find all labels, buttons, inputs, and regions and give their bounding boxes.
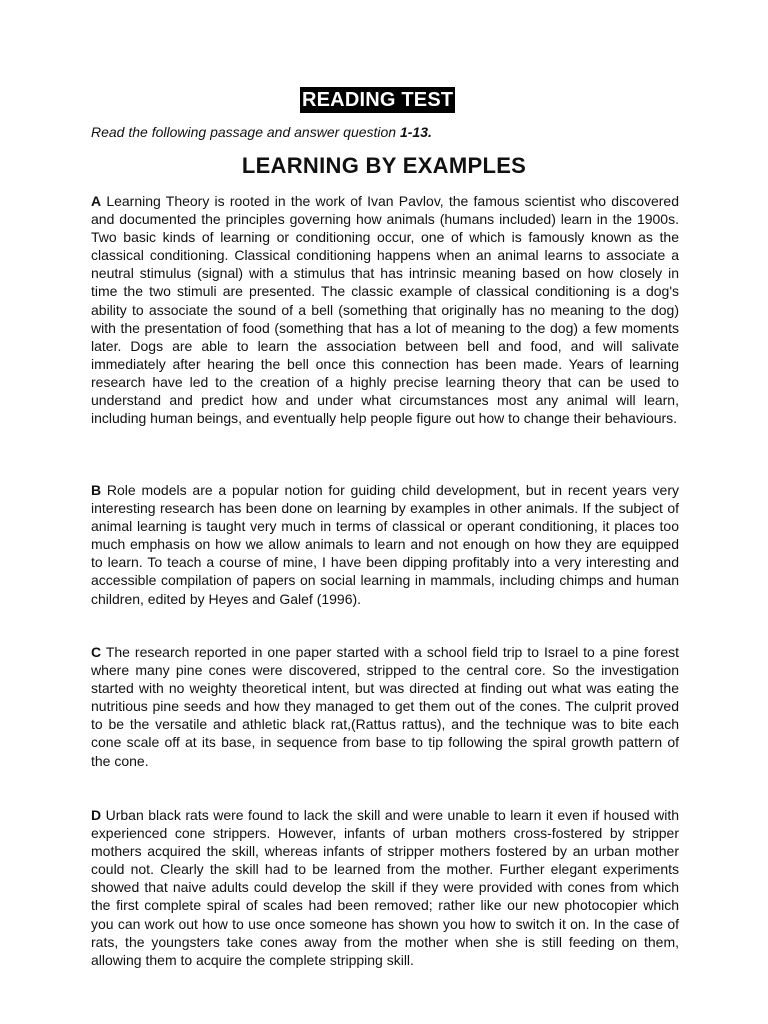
paragraph-text: Learning Theory is rooted in the work of Ivan Pavlov, the famous scientist who discovered and documented the principles governing how animals (humans included) learn in the 1900s. Two basic kinds of learning or conditioning occur, one of which is famously known as the classical conditioning. Classical conditioning happens when an animal learns to associate a neutral stimulus (signal) with a stimulus that has intrinsic meaning based on how closely in time the two stimuli are presented. The classic example of classical conditioning is a dog's ability to associate the sound of a bell (something that originally has no meaning to the dog) with the presentation of food (something that has a lot of meaning to the dog) a few moments later. Dogs are able to learn the association between bell and food, and will salivate immediately after hearing the bell once this connection has been made. Years of learning research have led to the creation of a highly precise learning theory that can be used to understand and predict how and under what circumstances most any animal will learn, including human beings, and eventually help people figure out how to change their behaviours. — [91, 193, 679, 427]
passage-title: LEARNING BY EXAMPLES — [241, 153, 527, 178]
paragraph-d — [91, 806, 679, 969]
question-range: 1-13. — [399, 124, 432, 140]
paragraph-letter: C — [91, 644, 102, 660]
paragraph-text: Urban black rats were found to lack the skill and were unable to learn it even if housed with experienced cone strippers. However, infants of urban mothers cross-fostered by stripper mothers acquired the skill, whereas infants of stripper mothers fostered by an urban mother could not. Clearly the skill had to be learned from the mother. Further elegant experiments showed that naive adults could develop the skill if they were provided with cones from which the first complete spiral of scales had been removed; rather like our new photocopier which you can work out how to use once someone has shown you how to switch it on. In the case of rats, the youngsters take cones away from the mother when she is still feeding on them, allowing them to acquire the complete stripping skill. — [91, 807, 679, 968]
paragraph-c — [91, 643, 679, 770]
paragraph-a — [91, 192, 679, 427]
instruction-text: Read the following passage and answer question — [91, 124, 400, 140]
reading-test-badge: READING TEST — [302, 89, 454, 111]
paragraph-text: The research reported in one paper started with a school field trip to Israel to a pine forest where many pine cones were discovered, stripped to the central core. So the investigation started with no weighty theoretical intent, but was directed at finding out what was eating the nutritious pine seeds and how they managed to get them out of the cones. The culprit proved to be the versatile and athletic black rat,(Rattus rattus), and the technique was to bite each cone scale off at its base, in sequence from base to tip following the spiral growth pattern of the cone. — [91, 644, 679, 769]
paragraph-letter: B — [91, 482, 102, 498]
paragraph-text: Role models are a popular notion for guiding child development, but in recent years very interesting research has been done on learning by examples in other animals. If the subject of animal learning is taught very much in terms of classical or operant conditioning, it places too much emphasis on how we allow animals to learn and not enough on how they are equipped to learn. To teach a course of mine, I have been dipping profitably into a very interesting and accessible compilation of papers on social learning in mammals, including chimps and human children, edited by Heyes and Galef (1996). — [91, 482, 679, 607]
paragraph-b — [91, 481, 679, 608]
instruction-line — [91, 123, 432, 141]
paragraph-letter: D — [91, 807, 102, 823]
paragraph-letter: A — [91, 193, 102, 209]
